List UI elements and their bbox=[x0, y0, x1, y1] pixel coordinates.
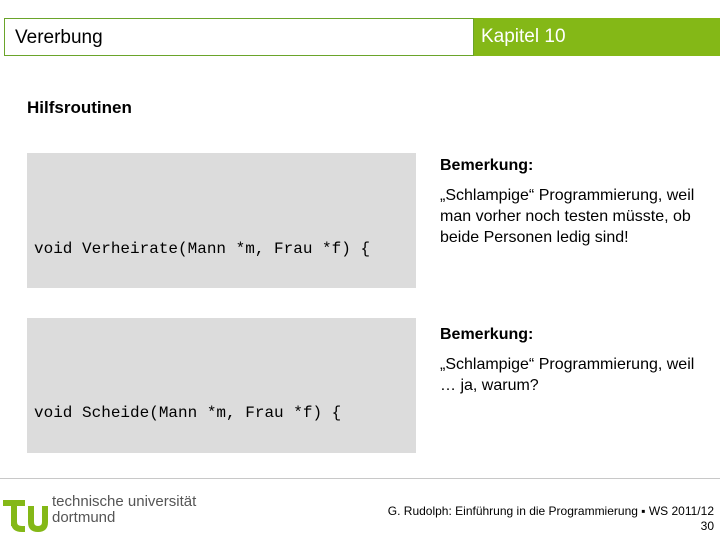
code-block-verheirate bbox=[27, 153, 416, 288]
remark-text: „Schlampige“ Programmierung, weil man vorher noch testen müsste, ob beide Personen ledig sind! bbox=[440, 187, 695, 246]
section-title: Hilfsroutinen bbox=[27, 98, 132, 117]
chapter-box bbox=[474, 18, 720, 56]
logo-line-1: technische universität bbox=[52, 493, 197, 510]
remark-text: „Schlampige“ Programmierung, weil … ja, warum? bbox=[440, 356, 695, 394]
remark-1 bbox=[440, 155, 705, 248]
slide-title: Vererbung bbox=[15, 27, 103, 48]
remark-2 bbox=[440, 324, 705, 396]
chapter-label: Kapitel 10 bbox=[481, 26, 566, 47]
slide-title-box bbox=[4, 18, 474, 56]
university-name bbox=[52, 494, 196, 526]
credit-text: G. Rudolph: Einführung in die Programmierung ▪ WS 2011/12 bbox=[387, 504, 714, 518]
footer-credit bbox=[388, 504, 714, 534]
code-line: void Verheirate(Mann *m, Frau *f) { bbox=[34, 240, 371, 258]
logo-line-2: dortmund bbox=[52, 509, 116, 526]
code-line: void Scheide(Mann *m, Frau *f) { bbox=[34, 404, 342, 422]
page-number: 30 bbox=[700, 519, 714, 533]
code-block-scheide bbox=[27, 318, 416, 453]
remark-title: Bemerkung: bbox=[440, 326, 534, 343]
footer-divider bbox=[0, 478, 720, 479]
remark-title: Bemerkung: bbox=[440, 157, 534, 174]
